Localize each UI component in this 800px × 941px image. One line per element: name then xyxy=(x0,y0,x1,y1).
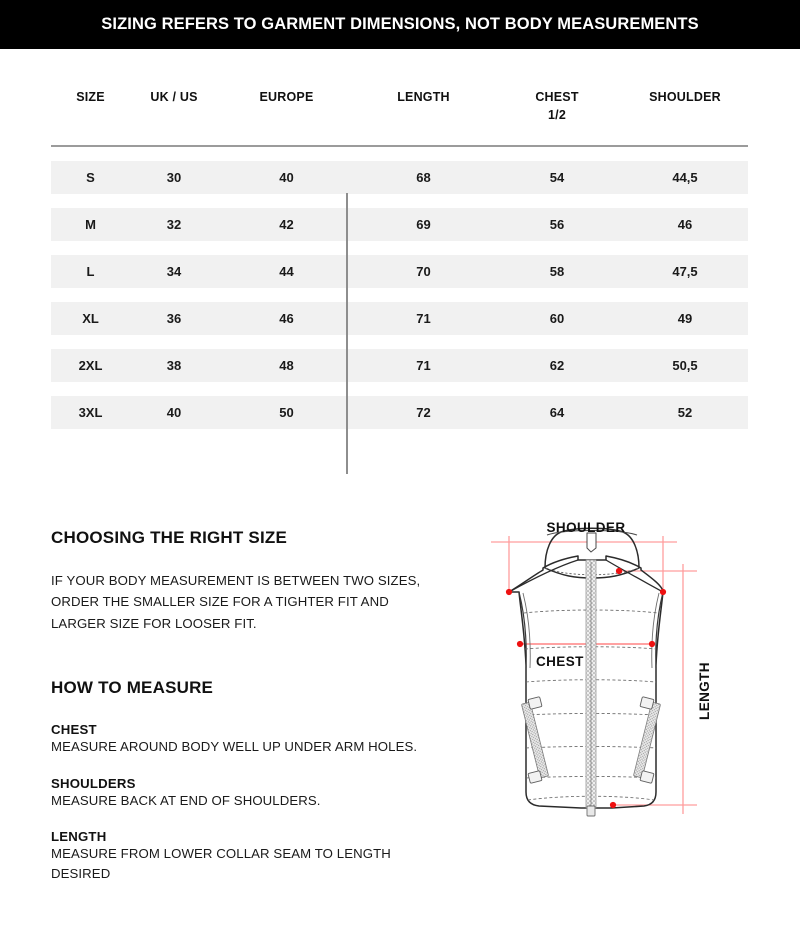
cell-europe: 48 xyxy=(218,349,355,382)
banner-title: SIZING REFERS TO GARMENT DIMENSIONS, NOT BODY MEASUREMENTS xyxy=(101,15,699,33)
cell-ukus: 40 xyxy=(130,396,218,429)
cell-ukus: 32 xyxy=(130,208,218,241)
cell-ukus: 34 xyxy=(130,255,218,288)
cell-length: 69 xyxy=(355,208,492,241)
point-shoulder-left xyxy=(506,589,512,595)
guidance-section xyxy=(51,528,471,885)
cell-size: L xyxy=(51,255,130,288)
zipper-garage xyxy=(587,533,596,552)
cell-length: 71 xyxy=(355,302,492,335)
spacer xyxy=(51,634,471,678)
garment-diagram xyxy=(481,516,781,876)
cell-chest: 58 xyxy=(492,255,622,288)
choosing-size-line-1: IF YOUR BODY MEASUREMENT IS BETWEEN TWO SIZES, xyxy=(51,573,421,588)
table-spacer-row xyxy=(51,335,748,349)
cell-size: M xyxy=(51,208,130,241)
spacer-cell xyxy=(51,288,748,302)
column-header-chest-sublabel: 1/2 xyxy=(548,108,566,123)
cell-chest: 56 xyxy=(492,208,622,241)
choosing-size-title: CHOOSING THE RIGHT SIZE xyxy=(51,528,288,547)
cell-length: 70 xyxy=(355,255,492,288)
size-chart-table xyxy=(51,88,748,429)
pocket-right-pull-top xyxy=(640,697,654,710)
spacer xyxy=(51,548,471,570)
column-header-chest-label: CHEST xyxy=(535,90,579,104)
measure-item-chest xyxy=(51,722,471,757)
cell-europe: 50 xyxy=(218,396,355,429)
measure-item-length xyxy=(51,829,471,885)
spacer-cell xyxy=(51,241,748,255)
column-header-size-label: SIZE xyxy=(76,90,105,104)
cell-chest: 54 xyxy=(492,161,622,194)
cell-chest: 62 xyxy=(492,349,622,382)
table-head xyxy=(51,88,748,147)
cell-shoulder: 49 xyxy=(622,302,748,335)
column-header-europe xyxy=(218,88,355,144)
pocket-right-pull-bottom xyxy=(640,771,654,784)
measure-item-chest-label: CHEST xyxy=(51,722,97,738)
column-header-shoulder xyxy=(622,88,748,144)
measure-item-chest-desc: MEASURE AROUND BODY WELL UP UNDER ARM HOLES. xyxy=(51,739,418,755)
measure-item-length-label: LENGTH xyxy=(51,829,107,845)
table-row xyxy=(51,349,748,382)
column-header-europe-label: EUROPE xyxy=(259,90,314,104)
table-section-divider xyxy=(346,193,348,474)
point-shoulder-right xyxy=(660,589,666,595)
spacer-cell xyxy=(51,382,748,396)
table-row xyxy=(51,161,748,194)
zipper-pull-bottom xyxy=(587,806,595,816)
cell-size: 3XL xyxy=(51,396,130,429)
measure-item-length-desc-line-1: MEASURE FROM LOWER COLLAR SEAM TO LENGTH xyxy=(51,846,391,862)
cell-shoulder: 47,5 xyxy=(622,255,748,288)
measure-item-shoulders-desc: MEASURE BACK AT END OF SHOULDERS. xyxy=(51,792,321,808)
column-header-chest xyxy=(492,88,622,144)
cell-chest: 64 xyxy=(492,396,622,429)
cell-europe: 42 xyxy=(218,208,355,241)
table-spacer-row xyxy=(51,147,748,161)
pocket-left-pull-top xyxy=(528,697,542,710)
cell-europe: 44 xyxy=(218,255,355,288)
cell-size: S xyxy=(51,161,130,194)
diagram-label-length: LENGTH xyxy=(697,662,712,720)
table-row xyxy=(51,255,748,288)
spacer xyxy=(51,698,471,722)
choosing-size-body xyxy=(51,570,471,634)
column-header-size xyxy=(51,88,130,144)
point-chest-right xyxy=(649,641,655,647)
cell-europe: 46 xyxy=(218,302,355,335)
table-spacer-row xyxy=(51,241,748,255)
table-spacer-row xyxy=(51,288,748,302)
table-spacer-row xyxy=(51,194,748,208)
pocket-left-pull-bottom xyxy=(528,771,542,784)
column-header-ukus-label: UK / US xyxy=(150,90,198,104)
table-spacer-row xyxy=(51,382,748,396)
table-header-row xyxy=(51,88,748,144)
cell-shoulder: 46 xyxy=(622,208,748,241)
table-row xyxy=(51,396,748,429)
how-to-measure-title: HOW TO MEASURE xyxy=(51,678,214,698)
spacer xyxy=(51,811,471,829)
column-header-length-label: LENGTH xyxy=(397,90,450,104)
header-banner xyxy=(0,0,800,49)
spacer-cell xyxy=(51,194,748,208)
cell-shoulder: 52 xyxy=(622,396,748,429)
cell-chest: 60 xyxy=(492,302,622,335)
cell-europe: 40 xyxy=(218,161,355,194)
diagram-label-chest: CHEST xyxy=(536,654,584,669)
table-row xyxy=(51,302,748,335)
cell-size: 2XL xyxy=(51,349,130,382)
cell-length: 71 xyxy=(355,349,492,382)
measure-item-shoulders-label: SHOULDERS xyxy=(51,775,136,791)
cell-shoulder: 50,5 xyxy=(622,349,748,382)
cell-shoulder: 44,5 xyxy=(622,161,748,194)
point-chest-left xyxy=(517,641,523,647)
point-length-top xyxy=(616,568,622,574)
measure-item-shoulders xyxy=(51,776,471,811)
column-header-shoulder-label: SHOULDER xyxy=(649,90,721,104)
table-body xyxy=(51,147,748,429)
spacer xyxy=(51,758,471,776)
point-length-bottom xyxy=(610,802,616,808)
size-chart-table-wrapper xyxy=(51,88,748,429)
spacer-cell xyxy=(51,335,748,349)
column-header-ukus xyxy=(130,88,218,144)
choosing-size-line-2: ORDER THE SMALLER SIZE FOR A TIGHTER FIT AND xyxy=(51,594,389,610)
cell-length: 72 xyxy=(355,396,492,429)
cell-ukus: 36 xyxy=(130,302,218,335)
spacer-cell xyxy=(51,147,748,161)
column-header-length xyxy=(355,88,492,144)
diagram-label-shoulder: SHOULDER xyxy=(546,520,626,535)
choosing-size-line-3: LARGER SIZE FOR LOOSER FIT. xyxy=(51,615,257,631)
cell-ukus: 30 xyxy=(130,161,218,194)
cell-length: 68 xyxy=(355,161,492,194)
table-row xyxy=(51,208,748,241)
cell-ukus: 38 xyxy=(130,349,218,382)
measure-item-length-desc-line-2: DESIRED xyxy=(51,866,111,882)
measure-item-length-desc xyxy=(51,844,471,885)
cell-size: XL xyxy=(51,302,130,335)
